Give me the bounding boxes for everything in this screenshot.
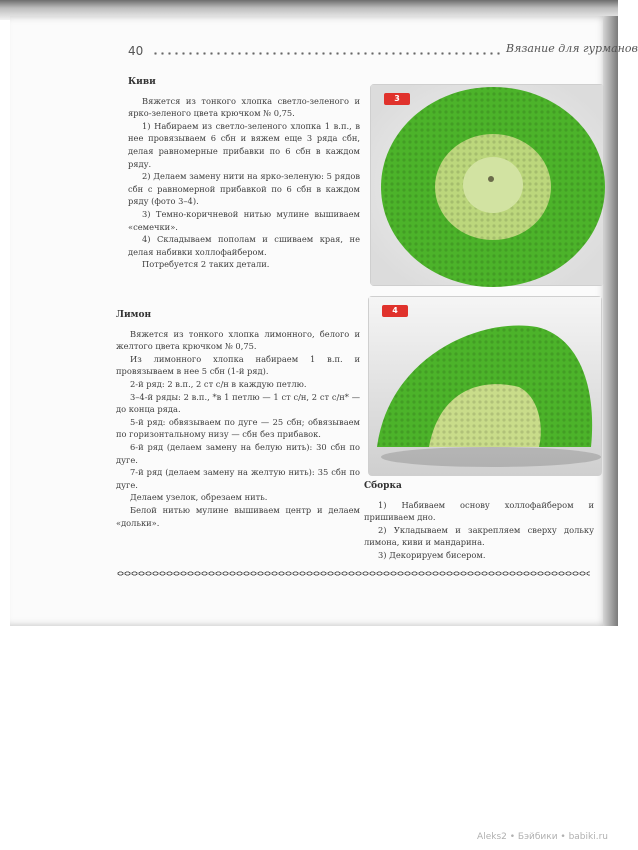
photo-lemon-half	[368, 296, 602, 476]
lemon-section	[116, 309, 360, 529]
kiwi-paragraph: 4) Складываем пополам и сшиваем края, не делая набивки холлофайбером.	[128, 234, 360, 257]
header-dotted-line	[152, 52, 502, 55]
assembly-paragraph: 1) Набиваем основу холлофайбером и пришиваем дно.	[364, 499, 594, 523]
lemon-title: Лимон	[116, 310, 152, 320]
photo-number-badge: 3	[384, 93, 410, 105]
scan-right-shadow	[603, 16, 618, 626]
kiwi-title: Киви	[128, 77, 156, 87]
lemon-paragraph: Белой нитью мулине вышиваем центр и делаем «дольки».	[116, 504, 360, 528]
kiwi-section	[128, 76, 360, 271]
lemon-paragraph: Из лимонного хлопка набираем 1 в.п. и провязываем в нее 5 сбн (1-й ряд).	[116, 353, 360, 377]
lemon-paragraph: 5-й ряд: обвязываем по дуге — 25 сбн; обвязываем по горизонтальному низу — сбн без прибавок.	[116, 416, 360, 440]
kiwi-paragraph: 1) Набираем из светло-зеленого хлопка 1 в.п., в нее провязываем 6 сбн и вяжем еще 3 ряда сбн, делая равномерные прибавки по 6 сбн в каждом ряду.	[128, 120, 360, 169]
lemon-paragraph: 2-й ряд: 2 в.п., 2 ст с/н в каждую петлю.	[130, 378, 307, 389]
book-title: Вязание для гурманов	[506, 42, 638, 55]
assembly-section	[364, 480, 594, 562]
lemon-paragraph: 7-й ряд (делаем замену на желтую нить): 35 сбн по дуге.	[116, 467, 360, 490]
lemon-paragraph: 6-й ряд (делаем замену на белую нить): 30 сбн по дуге.	[116, 441, 360, 465]
lemon-paragraph: Делаем узелок, обрезаем нить.	[130, 492, 268, 503]
page-number: 40	[128, 44, 144, 58]
kiwi-paragraph: Вяжется из тонкого хлопка светло-зеленого и ярко-зеленого цвета крючком № 0,75.	[128, 95, 360, 119]
kiwi-paragraph: 3) Темно-коричневой нитью мулине вышиваем «семечки».	[128, 208, 360, 232]
kiwi-paragraph: Потребуется 2 таких детали.	[142, 259, 270, 270]
watermark: Aleks2 • Бэйбики • babiki.ru	[477, 832, 608, 842]
crochet-half-circle-icon	[369, 297, 601, 475]
page-header	[128, 42, 638, 60]
crochet-circle-icon	[371, 85, 603, 285]
assembly-title: Сборка	[364, 481, 402, 491]
lemon-paragraph: Вяжется из тонкого хлопка лимонного, белого и желтого цвета крючком № 0,75.	[116, 328, 360, 352]
lemon-paragraph: 3–4-й ряды: 2 в.п., *в 1 петлю — 1 ст с/н, 2 ст с/н* — до конца ряда.	[116, 391, 360, 415]
photo-kiwi-circle	[370, 84, 604, 286]
kiwi-paragraph: 2) Делаем замену нити на ярко-зеленую: 5 рядов сбн с равномерной прибавкой по 6 сбн в каждом ряду (фото 3–4).	[128, 171, 360, 207]
photo-number-badge: 4	[382, 305, 408, 317]
assembly-paragraph: 2) Укладываем и закрепляем сверху дольку лимона, киви и мандарина.	[364, 524, 594, 548]
decorative-chain-divider	[117, 570, 590, 577]
assembly-paragraph: 3) Декорируем бисером.	[378, 549, 486, 560]
